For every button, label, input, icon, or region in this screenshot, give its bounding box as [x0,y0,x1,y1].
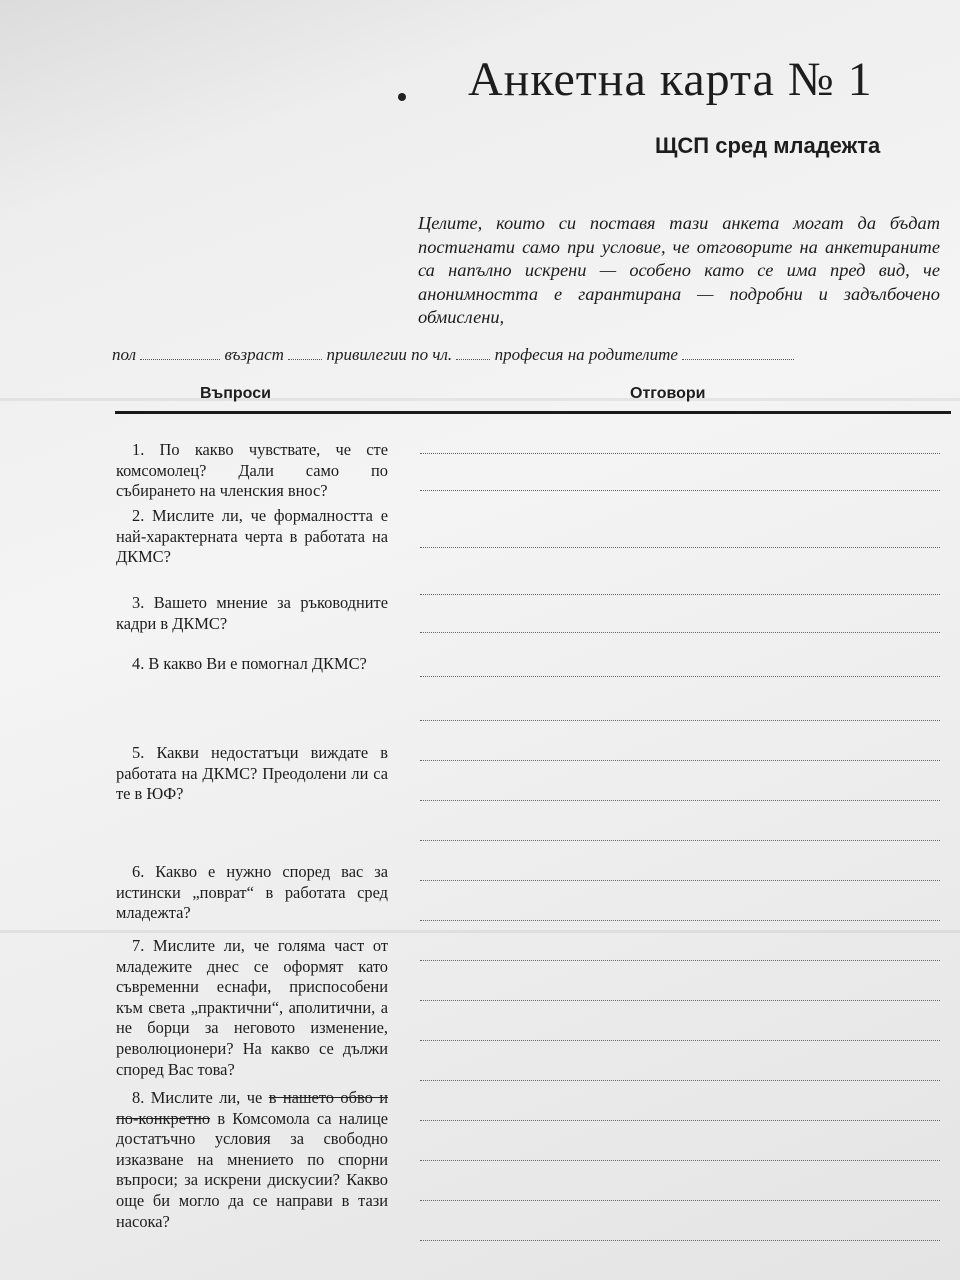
page-subtitle: ЩСП сред младежта [655,133,881,158]
ink-dot [398,93,406,101]
answers-column-header: Отговори [630,385,706,402]
answer-line[interactable] [420,594,940,595]
answer-line[interactable] [420,676,940,677]
answer-line[interactable] [420,1120,940,1121]
answer-line[interactable] [420,920,940,921]
answer-line[interactable] [420,840,940,841]
question-4: 4. В какво Ви е помогнал ДКМС? [132,654,367,673]
field-age-blank[interactable] [288,345,322,360]
header-rule [115,411,951,414]
question-8 [116,1088,388,1232]
answer-line[interactable] [420,547,940,548]
answer-line[interactable] [420,1200,940,1201]
fold-line [0,398,960,401]
answer-line[interactable] [420,800,940,801]
field-age-label: възраст [224,345,284,364]
question-6: 6. Какво е нужно според вас за истински „поврат“ в работата сред младежта? [116,862,388,923]
answer-line[interactable] [420,1240,940,1241]
question-8-crossed-out: в нашето обво и по-конкретно [116,1088,388,1128]
answer-line[interactable] [420,880,940,881]
answer-line[interactable] [420,490,940,491]
field-privileges-blank[interactable] [456,345,490,360]
answer-line[interactable] [420,720,940,721]
page-title: Анкетна карта № 1 [468,53,873,106]
answer-line[interactable] [420,1000,940,1001]
question-8-start: 8. Мислите ли, че [132,1088,269,1107]
question-8-end: в Комсомола са налице достатъчно условия за свободно изказване на мнението по спорни въпроси; за искрени дискусии? Какво още би могло да се направи в тази насока? [116,1108,388,1231]
respondent-fields [112,345,952,365]
question-5: 5. Какви недостатъци виждате в работата на ДКМС? Преодолени ли са те в ЮФ? [116,743,388,804]
question-7: 7. Мислите ли, че голяма част от младежите днес се оформят като съвременни еснафи, приспособени към света „практични“, аполитични, а не борци за неговото изменение, революционери? На какво се дължи според Вас това? [116,936,388,1079]
question-1: 1. По какво чувствате, че сте комсомолец? Дали само по събирането на членския внос? [116,440,388,501]
answer-line[interactable] [420,1040,940,1041]
field-sex-blank[interactable] [140,345,220,360]
question-2: 2. Мислите ли, че формалността е най-характерната черта в работата на ДКМС? [116,506,388,567]
fold-line [0,930,960,933]
answer-line[interactable] [420,960,940,961]
answer-line[interactable] [420,1080,940,1081]
question-3: 3. Вашето мнение за ръководните кадри в ДКМС? [116,593,388,633]
answer-line[interactable] [420,632,940,633]
answer-line[interactable] [420,453,940,454]
intro-paragraph: Целите, които си поставя тази анкета могат да бъдат постигнати само при условие, че отговорите на анкетираните са напълно искрени — особено като се има пред вид, че анонимността е гарантирана — подробни и задълбочено обмислени, [418,213,940,327]
answer-line[interactable] [420,760,940,761]
field-privileges-label: привилегии по чл. [326,345,453,364]
field-parents-profession-blank[interactable] [682,345,794,360]
answer-line[interactable] [420,1160,940,1161]
field-sex-label: пол [112,345,136,364]
field-parents-profession-label: професия на родителите [494,345,678,364]
questions-column-header: Въпроси [200,385,271,402]
